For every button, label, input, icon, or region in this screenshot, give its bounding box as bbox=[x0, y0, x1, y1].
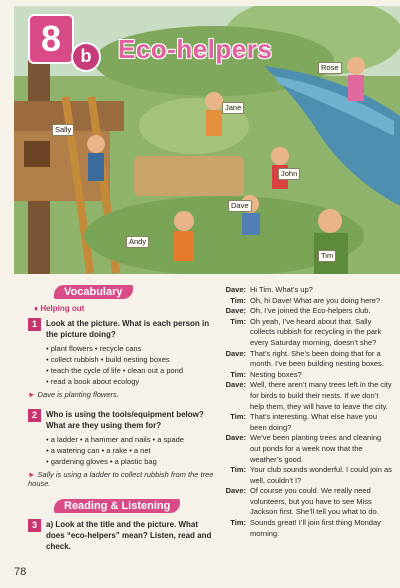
reading-listening-banner: Reading & Listening bbox=[54, 499, 180, 513]
utterance: Your club sounds wonderful. I could join as well, couldn’t I? bbox=[250, 465, 392, 485]
list-item: • read a book about ecology bbox=[46, 377, 140, 386]
vocabulary-subheading: ♦ Helping out bbox=[34, 304, 85, 313]
utterance: Nesting boxes? bbox=[250, 369, 302, 379]
page-number: 78 bbox=[14, 566, 27, 578]
exercises-column bbox=[26, 282, 214, 552]
list-item: • gardening gloves • a plastic bag bbox=[46, 457, 157, 466]
utterance: Oh, hi Dave! What are you doing here? bbox=[250, 295, 381, 305]
exercise-number: 2 bbox=[28, 409, 41, 422]
dialogue-line bbox=[214, 486, 392, 518]
utterance: That’s interesting. What else have you been doing? bbox=[250, 412, 378, 432]
exercise-question: Who is using the tools/equipment below? What are they using them for? bbox=[46, 410, 204, 430]
speaker: Tim: bbox=[230, 412, 246, 422]
speaker: Dave: bbox=[225, 486, 246, 496]
utterance: Hi Tim. What’s up? bbox=[250, 285, 313, 294]
dialogue-line bbox=[214, 465, 392, 486]
utterance: Well, there aren’t many trees left in the city for birds to build their nests. If we don’t help them, they will have to leave the city. bbox=[250, 380, 392, 411]
speaker: Tim: bbox=[230, 295, 246, 305]
list-item: • teach the cycle of life • clean out a pond bbox=[46, 366, 184, 375]
speaker: Tim: bbox=[230, 316, 246, 326]
unit-number-badge bbox=[28, 14, 74, 64]
dialogue-line bbox=[214, 349, 392, 370]
name-tag-andy: Andy bbox=[126, 236, 149, 248]
exercise-number: 3 bbox=[28, 519, 41, 532]
dialogue-line bbox=[214, 370, 392, 381]
utterance: Oh, I’ve joined the Eco-helpers club. bbox=[250, 306, 371, 316]
utterance: That’s right. She’s been doing that for a month. I’ve been building nesting boxes. bbox=[250, 348, 384, 369]
name-tag-sally: Sally bbox=[52, 124, 74, 136]
utterance: Sounds great! I’ll join first thing Monday morning. bbox=[250, 518, 381, 538]
speaker: Tim: bbox=[230, 518, 246, 528]
name-tag-john: John bbox=[278, 168, 300, 180]
list-item: • collect rubbish • build nesting boxes bbox=[46, 355, 170, 364]
example-text: Dave is planting flowers. bbox=[37, 390, 119, 399]
dialogue-line bbox=[214, 296, 392, 307]
dialogue-line bbox=[214, 380, 392, 412]
example-sentence: ► Sally is using a ladder to collect rubbish from the tree house. bbox=[28, 470, 214, 488]
speaker: Dave: bbox=[225, 380, 246, 390]
name-tag-dave: Dave bbox=[228, 200, 252, 212]
exercise-question: a) Look at the title and the picture. What does “eco-helpers” mean? Listen, read and check. bbox=[46, 520, 212, 551]
dialogue-line bbox=[214, 317, 392, 349]
example-text: Sally is using a ladder to collect rubbish from the tree house. bbox=[28, 470, 214, 488]
exercise-question: Look at the picture. What is each person in the picture doing? bbox=[46, 319, 210, 339]
exercise-1 bbox=[26, 318, 214, 340]
exercise-number: 1 bbox=[28, 318, 41, 331]
speaker: Tim: bbox=[230, 369, 246, 379]
speaker: Dave: bbox=[225, 285, 246, 294]
dialogue-line bbox=[214, 518, 392, 539]
vocabulary-banner: Vocabulary bbox=[54, 285, 133, 299]
name-tag-rose: Rose bbox=[318, 62, 342, 74]
list-item: • a watering can • a rake • a net bbox=[46, 446, 151, 455]
lesson-title: Eco-helpers bbox=[118, 34, 273, 64]
exercise-2 bbox=[26, 409, 214, 431]
utterance: We’ve been planting trees and cleaning out ponds for a week now that the weather’s good. bbox=[250, 433, 382, 464]
dialogue-line bbox=[214, 412, 392, 433]
list-item: • plant flowers • recycle cans bbox=[46, 344, 142, 353]
dialogue-line bbox=[214, 306, 392, 317]
lesson-letter-badge: b bbox=[73, 44, 99, 70]
speaker: Dave: bbox=[225, 306, 246, 316]
unit-number: 8 bbox=[40, 18, 62, 59]
speaker: Dave: bbox=[225, 348, 246, 358]
speaker: Dave: bbox=[225, 433, 246, 443]
utterance: Oh yeah, I’ve heard about that. Sally collects rubbish for recycling in the park every Saturday morning, doesn’t she? bbox=[250, 316, 382, 347]
dialogue bbox=[214, 285, 392, 539]
dialogue-line bbox=[214, 433, 392, 465]
utterance: Of course you could. We really need volunteers, but you have to see Miss Jackson first. She’ll tell you what to do. bbox=[250, 486, 379, 517]
list-item: • a ladder • a hammer and nails • a spade bbox=[46, 435, 184, 444]
example-sentence: ► Dave is planting flowers. bbox=[28, 390, 119, 399]
speaker: Tim: bbox=[230, 465, 246, 475]
name-tag-jane: Jane bbox=[222, 102, 244, 114]
exercise-3 bbox=[26, 519, 214, 552]
subheading-text: Helping out bbox=[40, 304, 85, 313]
name-tag-tim: Tim bbox=[318, 250, 336, 262]
dialogue-line bbox=[214, 285, 392, 296]
